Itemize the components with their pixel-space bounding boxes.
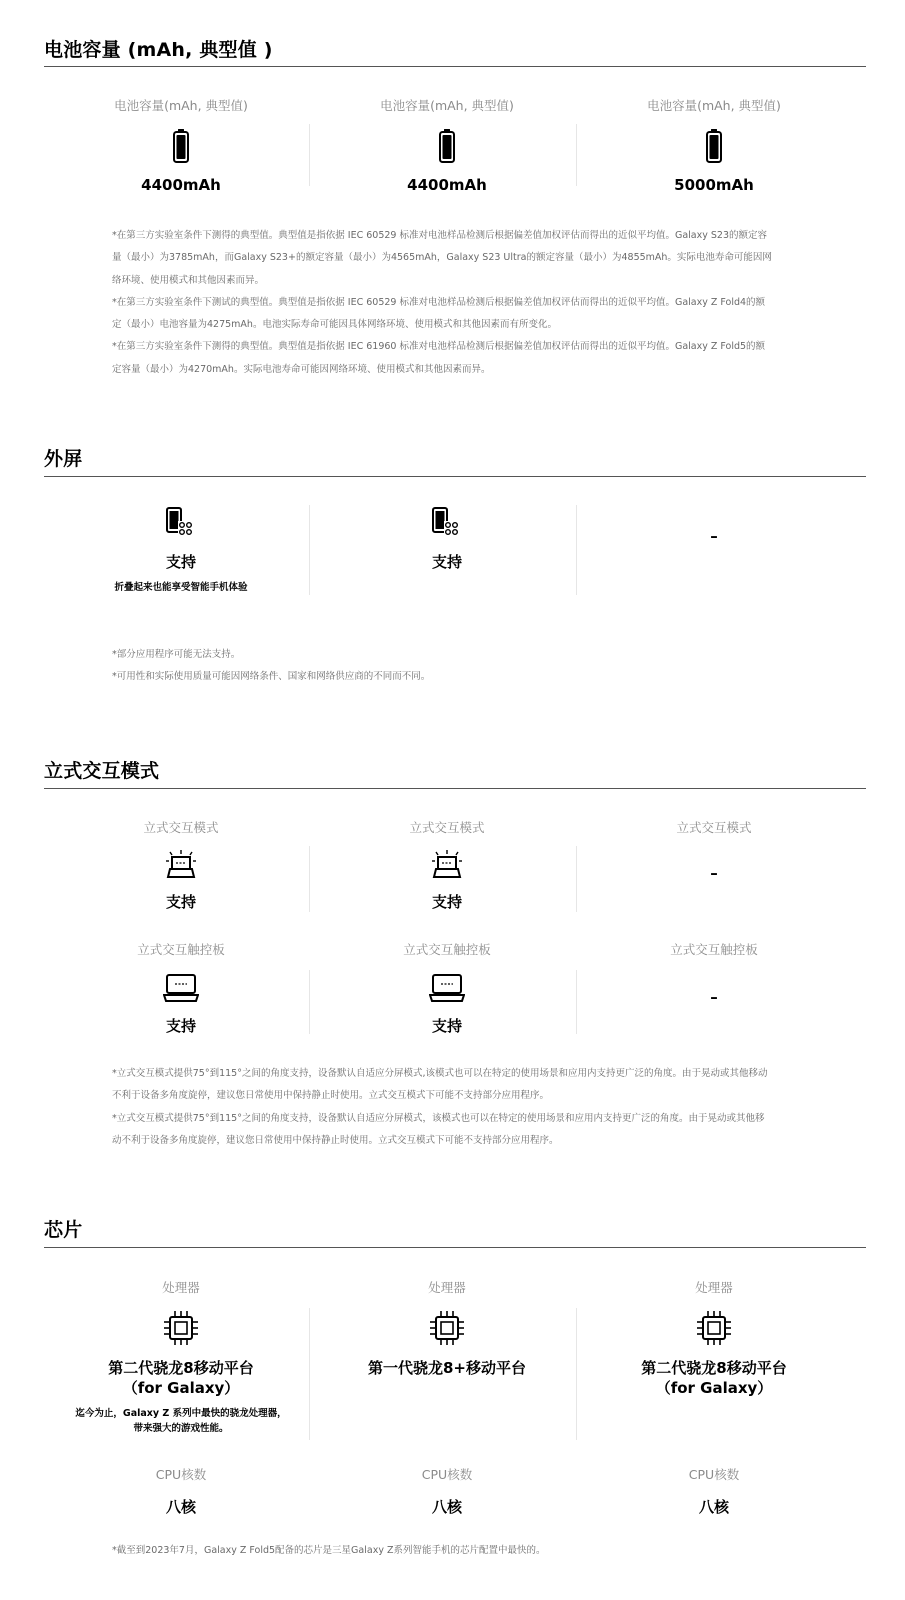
cpu-cores-label: CPU核数 [688, 1467, 740, 1482]
chip-icon [429, 1310, 465, 1346]
flex-mode-row [44, 818, 866, 918]
processor-name-suffix: （for Galaxy） [122, 1379, 240, 1397]
flex-mode-column-3 [577, 818, 851, 882]
cpu-cores-label: CPU核数 [155, 1467, 207, 1482]
battery-value: 4400mAh [407, 176, 487, 194]
battery-label: 电池容量(mAh, 典型值) [380, 98, 514, 113]
chip-section-title: 芯片 [44, 1219, 83, 1241]
cover-screen-value: 支持 [431, 553, 462, 571]
chip-icon [696, 1310, 732, 1346]
chip-footnotes [112, 1540, 772, 1562]
flex-mode-icon [164, 849, 198, 879]
footnote: *立式交互模式提供75°到115°之间的角度支持，设备默认自适应分屏模式，该模式也可以在特定的使用场景和应用内支持更广泛的角度。由于晃动或其他移动不利于设备多角度旋停，建议您日常使用中保持静止时使用。立式交互模式下可能不支持部分应用程序。 [112, 1112, 765, 1146]
battery-label: 电池容量(mAh, 典型值) [114, 98, 248, 113]
cpu-cores-label: CPU核数 [421, 1467, 473, 1482]
flex-mode-label: 立式交互模式 [676, 820, 752, 835]
cover-screen-column-2 [310, 505, 584, 572]
battery-footnotes [112, 225, 772, 381]
processor-name-suffix: （for Galaxy） [655, 1379, 773, 1397]
cpu-cores-column-3 [577, 1465, 851, 1517]
battery-column-2 [310, 96, 584, 194]
processor-name: 第一代骁龙8+移动平台 [367, 1359, 526, 1377]
battery-column-3 [577, 96, 851, 194]
phone-apps-icon [432, 507, 462, 539]
processor-column-1 [44, 1278, 318, 1436]
footnote: *立式交互模式提供75°到115°之间的角度支持，设备默认自适应分屏模式,该模式也可以在特定的使用场景和应用内支持更广泛的角度。由于晃动或其他移动不利于设备多角度旋停，建议您日常使用中保持静止时使用。立式交互模式下可能不支持部分应用程序。 [112, 1068, 768, 1102]
battery-column-1 [44, 96, 318, 194]
battery-label: 电池容量(mAh, 典型值) [647, 98, 781, 113]
chip-row [44, 1278, 866, 1443]
cpu-cores-value: 八核 [165, 1498, 196, 1516]
cover-screen-column-3 [577, 505, 851, 545]
flex-mode-column-1 [44, 818, 318, 912]
cover-screen-section-title: 外屏 [44, 448, 83, 470]
flex-touchpad-row [44, 940, 866, 1040]
footnote: *部分应用程序可能无法支持。 [112, 649, 241, 660]
cpu-cores-column-1 [44, 1465, 318, 1517]
battery-row [44, 96, 866, 196]
cover-screen-value: – [710, 527, 718, 545]
processor-column-3 [577, 1278, 851, 1398]
cpu-cores-value: 八核 [431, 1498, 462, 1516]
flex-mode-icon [430, 849, 464, 879]
battery-icon [706, 129, 722, 163]
cpu-cores-column-2 [310, 1465, 584, 1517]
processor-column-2 [310, 1278, 584, 1378]
processor-label: 处理器 [162, 1280, 200, 1295]
cover-screen-subnote: 折叠起来也能享受智能手机体验 [114, 582, 248, 593]
footnote: *在第三方实验室条件下测试的典型值。典型值是指依据 IEC 60529 标准对电池样品检测后根据偏差值加权评估而得出的近似平均值。Galaxy Z Fold4的额定（最小）电池容量为4275mAh。电池实际寿命可能因具体网络环境、使用模式和其他因素而有所变化。 [112, 296, 766, 331]
battery-value: 5000mAh [674, 176, 754, 194]
flex-touchpad-label: 立式交互触控板 [137, 942, 225, 957]
flex-mode-section-title: 立式交互模式 [44, 760, 160, 782]
cpu-cores-value: 八核 [698, 1498, 729, 1516]
cover-screen-value: 支持 [165, 553, 196, 571]
flex-mode-footnotes [112, 1063, 772, 1152]
battery-section-title: 电池容量 (mAh, 典型值 ) [44, 39, 273, 61]
processor-subnote: 迄今为止，Galaxy Z 系列中最快的骁龙处理器， [75, 1408, 287, 1419]
laptop-touchpad-icon [429, 973, 465, 1003]
flex-mode-label: 立式交互模式 [409, 820, 485, 835]
phone-apps-icon [166, 507, 196, 539]
flex-mode-value: 支持 [431, 893, 462, 911]
flex-touchpad-column-2 [310, 940, 584, 1036]
section-divider [44, 66, 866, 67]
flex-touchpad-label: 立式交互触控板 [670, 942, 758, 957]
flex-mode-column-2 [310, 818, 584, 912]
flex-touchpad-column-1 [44, 940, 318, 1036]
cpu-cores-row [44, 1465, 866, 1525]
flex-mode-value: – [710, 864, 718, 882]
processor-name: 第二代骁龙8移动平台 [641, 1359, 787, 1377]
processor-name: 第二代骁龙8移动平台 [108, 1359, 254, 1377]
section-divider [44, 476, 866, 477]
flex-touchpad-label: 立式交互触控板 [403, 942, 491, 957]
flex-mode-value: 支持 [165, 893, 196, 911]
footnote: *在第三方实验室条件下测得的典型值。典型值是指依据 IEC 61960 标准对电池样品检测后根据偏差值加权评估而得出的近似平均值。Galaxy Z Fold5的额定容量（最小）为4270mAh。实际电池寿命可能因网络环境、使用模式和其他因素而异。 [112, 341, 766, 375]
battery-icon [439, 129, 455, 163]
processor-label: 处理器 [428, 1280, 466, 1295]
footnote: *截至到2023年7月，Galaxy Z Fold5配备的芯片是三星Galaxy Z系列智能手机的芯片配置中最快的。 [112, 1545, 546, 1556]
footnote: *可用性和实际使用质量可能因网络条件、国家和网络供应商的不同而不同。 [112, 671, 431, 683]
battery-value: 4400mAh [141, 176, 221, 194]
cover-screen-column-1 [44, 505, 318, 595]
cover-screen-footnotes [112, 644, 772, 689]
flex-touchpad-value: – [710, 988, 718, 1006]
cover-screen-row [44, 505, 866, 605]
section-divider [44, 788, 866, 789]
processor-label: 处理器 [695, 1280, 733, 1295]
chip-icon [163, 1310, 199, 1346]
battery-icon [173, 129, 189, 163]
section-divider [44, 1247, 866, 1248]
footnote: *在第三方实验室条件下测得的典型值。典型值是指依据 IEC 60529 标准对电池样品检测后根据偏差值加权评估而得出的近似平均值。Galaxy S23的额定容量（最小）为3785mAh，而Galaxy S23+的额定容量（最小）为4565mAh，Galaxy S23 Ultra的额定容量（最小）为4855mAh。实际电池寿命可能因网络环境、使用模式和其他因素而异。 [112, 230, 772, 286]
laptop-touchpad-icon [163, 973, 199, 1003]
processor-subnote: 带来强大的游戏性能。 [133, 1423, 229, 1434]
flex-touchpad-value: 支持 [165, 1017, 196, 1035]
flex-touchpad-column-3 [577, 940, 851, 1006]
flex-mode-label: 立式交互模式 [143, 820, 219, 835]
flex-touchpad-value: 支持 [431, 1017, 462, 1035]
